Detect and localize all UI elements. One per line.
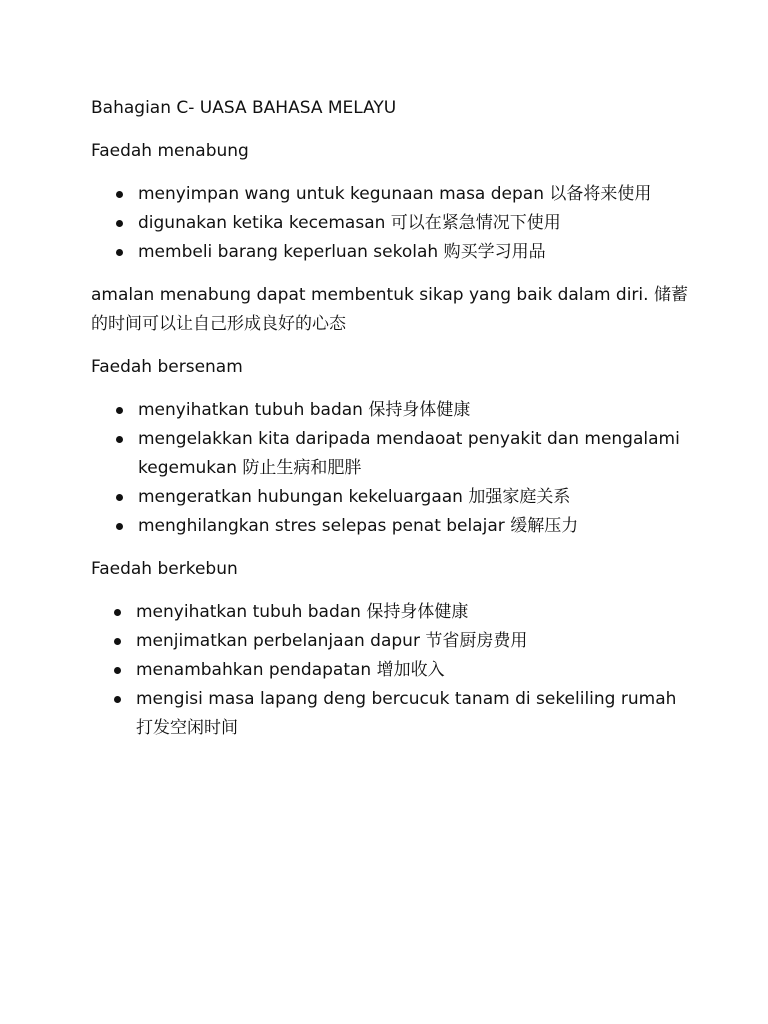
list-item: menambahkan pendapatan 增加收入 bbox=[91, 656, 691, 685]
section-heading-menabung: Faedah menabung bbox=[91, 141, 249, 161]
paragraph-menabung: amalan menabung dapat membentuk sikap yang baik dalam diri. 储蓄的时间可以让自己形成良好的心态 bbox=[91, 285, 688, 334]
section-heading-bersenam: Faedah bersenam bbox=[91, 357, 243, 377]
document-page bbox=[91, 94, 691, 757]
bullet-list-menabung bbox=[91, 180, 691, 267]
document-title: Bahagian C- UASA BAHASA MELAYU bbox=[91, 98, 397, 118]
list-item: mengisi masa lapang deng bercucuk tanam di sekeliling rumah 打发空闲时间 bbox=[91, 685, 691, 743]
list-item: menyihatkan tubuh badan 保持身体健康 bbox=[91, 396, 691, 425]
bullet-list-bersenam bbox=[91, 396, 691, 541]
bullet-list-berkebun bbox=[91, 598, 691, 743]
list-item: digunakan ketika kecemasan 可以在紧急情况下使用 bbox=[91, 209, 691, 238]
list-item: menyimpan wang untuk kegunaan masa depan 以备将来使用 bbox=[91, 180, 691, 209]
list-item: membeli barang keperluan sekolah 购买学习用品 bbox=[91, 238, 691, 267]
list-item: menyihatkan tubuh badan 保持身体健康 bbox=[91, 598, 691, 627]
list-item: menghilangkan stres selepas penat belajar 缓解压力 bbox=[91, 512, 691, 541]
list-item: menjimatkan perbelanjaan dapur 节省厨房费用 bbox=[91, 627, 691, 656]
list-item: mengelakkan kita daripada mendaoat penyakit dan mengalami kegemukan 防止生病和肥胖 bbox=[91, 425, 691, 483]
section-heading-berkebun: Faedah berkebun bbox=[91, 559, 238, 579]
list-item: mengeratkan hubungan kekeluargaan 加强家庭关系 bbox=[91, 483, 691, 512]
